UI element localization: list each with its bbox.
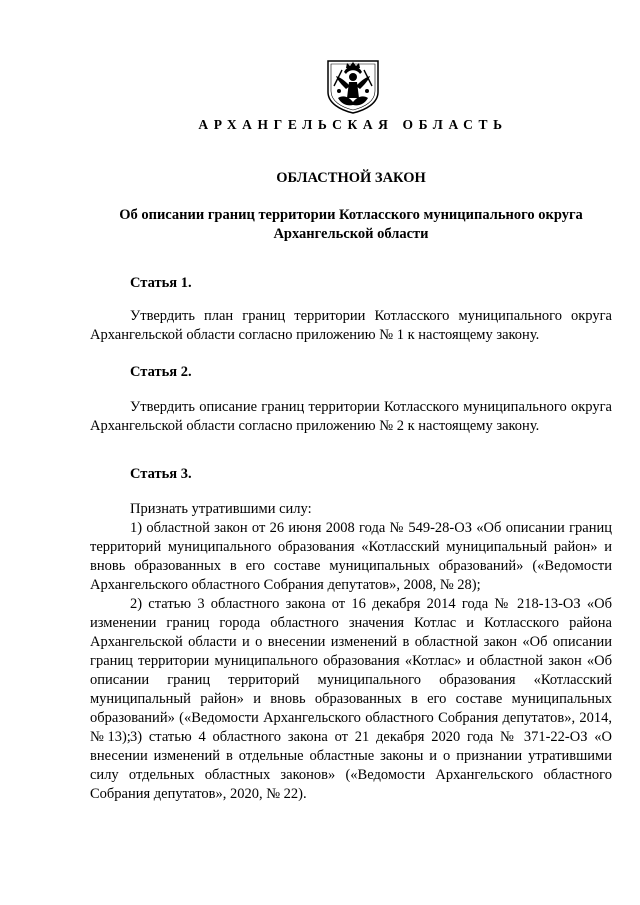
article-3-heading: Статья 3. [130, 466, 192, 482]
article-3-item-3: 3) статью 4 областного закона от 21 декабря 2020 года № 371-22-ОЗ «О внесении изменений в отдельные областные законы и о признании утратившими силу отдельных областных законов» («Ведомости Архангельского областного Собрания депутатов», 2020, № 22). [90, 729, 612, 802]
coat-of-arms-emblem [324, 58, 382, 114]
article-3-intro: Признать утратившими силу: [130, 501, 312, 517]
law-title: Об описании границ территории Котласского муниципального округа Архангельской области [119, 207, 583, 242]
article-3-item-2: 2) статью 3 областного закона от 16 декабря 2014 года № 218-13-ОЗ «Об изменении границ города областного значения Котлас и Котласского района Архангельской области и о внесении изменений в областной закон «Об описании границ территории муниципального образования «Котлас» и областной закон «Об описании границ территорий муниципального образования «Котласский муниципальный район» и вновь образованных в его составе муниципальных образований» («Ведомости Архангельского областного Собрания депутатов», 2014, № 13); [90, 596, 612, 745]
region-name: АРХАНГЕЛЬСКАЯ ОБЛАСТЬ [198, 117, 508, 132]
law-type-heading: ОБЛАСТНОЙ ЗАКОН [276, 170, 426, 186]
article-3-item-1: 1) областной закон от 26 июня 2008 года № 549-28-ОЗ «Об описании границ территорий муниципального образования «Котласский муниципальный район» и вновь образованных в его составе муниципальных образований» («Ведомости Архангельского областного Собрания депутатов», 2008, № 28); [90, 520, 612, 593]
article-2-heading: Статья 2. [130, 364, 192, 380]
article-1-text: Утвердить план границ территории Котласского муниципального округа Архангельской области согласно приложению № 1 к настоящему закону. [90, 308, 612, 343]
article-2-text: Утвердить описание границ территории Котласского муниципального округа Архангельской области согласно приложению № 2 к настоящему закону. [90, 399, 612, 434]
article-1-heading: Статья 1. [130, 275, 192, 291]
